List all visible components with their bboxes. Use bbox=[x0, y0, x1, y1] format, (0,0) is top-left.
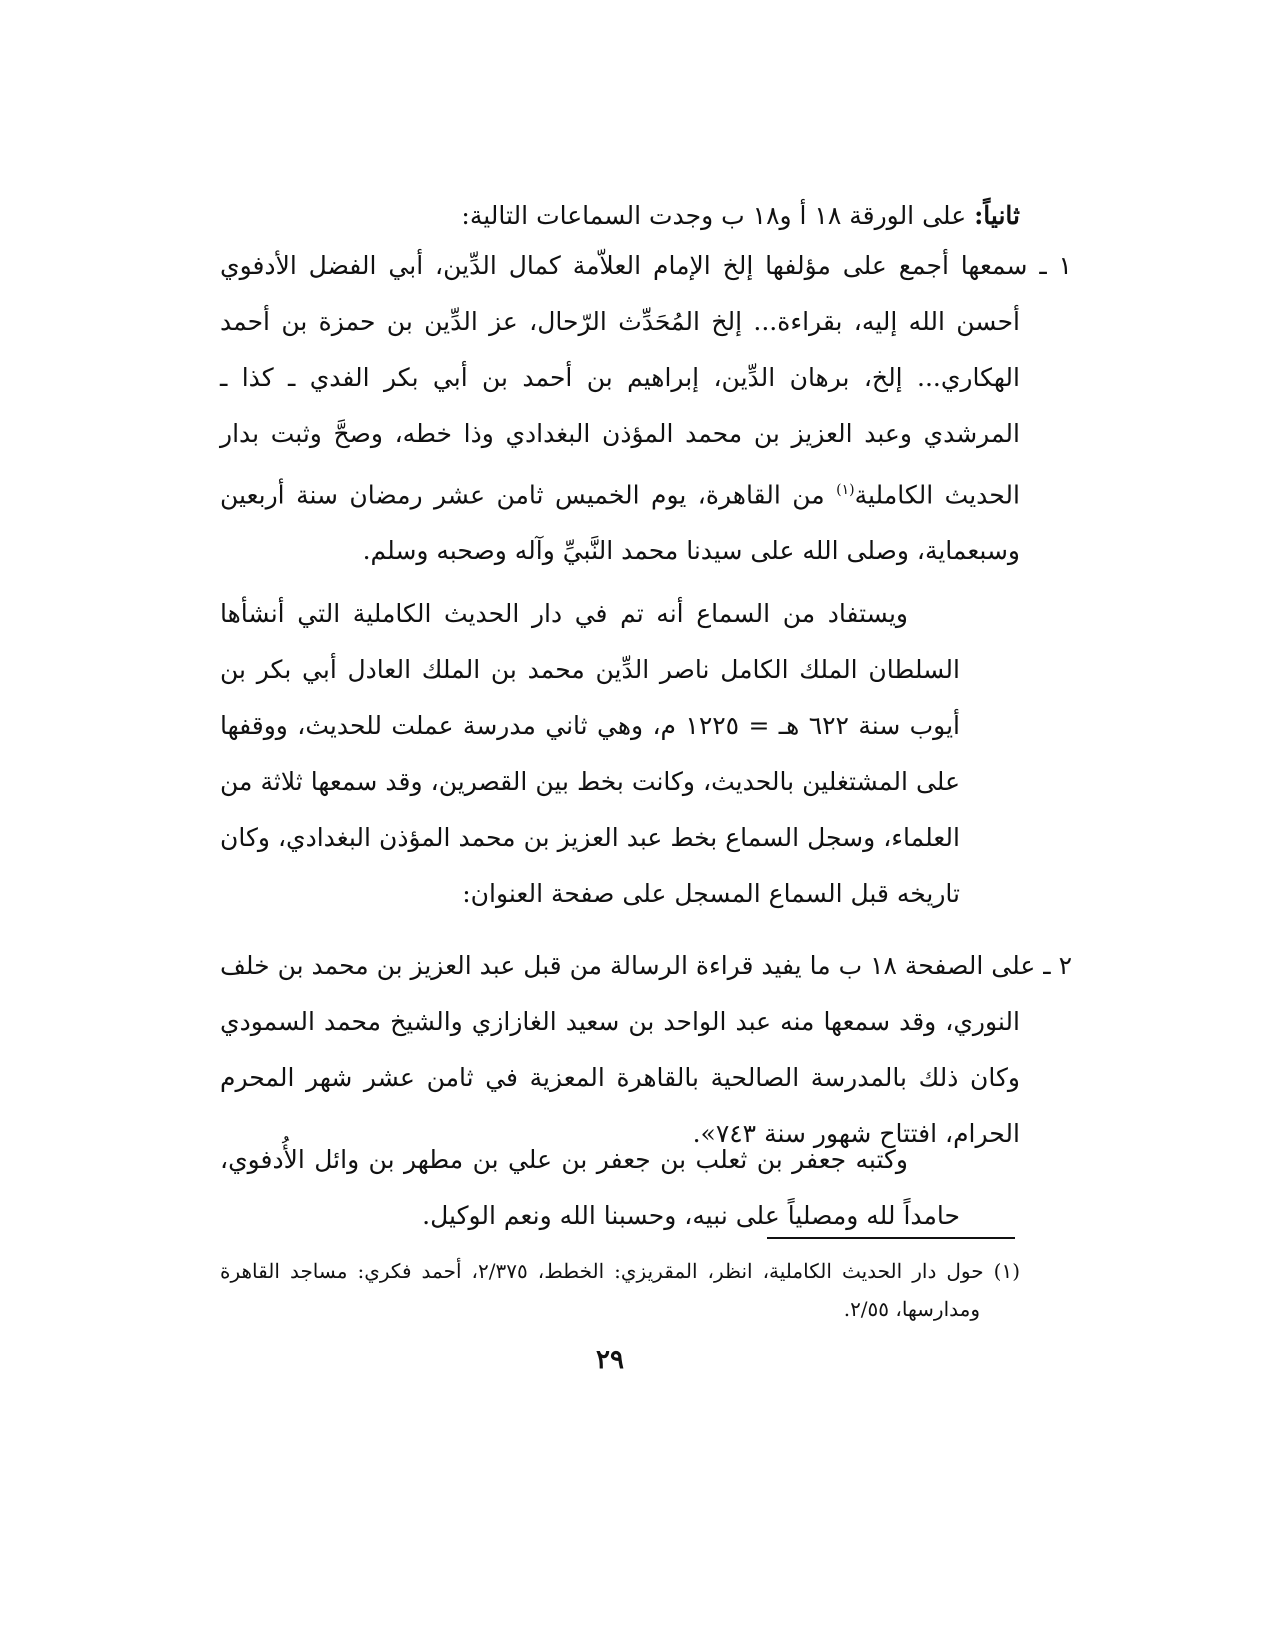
list-item-number: ٢ ـ bbox=[1043, 951, 1073, 980]
body-paragraph: وكتبه جعفر بن ثعلب بن جعفر بن علي بن مطهر بن وائل الأُدفوي، حامداً لله ومصلياً على نبيه، وحسبنا الله ونعم الوكيل. bbox=[220, 1145, 960, 1230]
list-item-text: على الصفحة ١٨ ب ما يفيد قراءة الرسالة من قبل عبد العزيز بن محمد بن خلف النوري، وقد سمعها منه عبد الواحد بن سعيد الغازازي والشيخ محمد السمودي وكان ذلك بالمدرسة الصالحية بالقاهرة المعزية في ثامن عشر شهر المحرم الحرام، افتتاح شهور سنة ٧٤٣». bbox=[220, 951, 1036, 1148]
list-item-number: ١ ـ bbox=[1039, 251, 1072, 280]
list-item bbox=[220, 238, 1072, 579]
footnote-separator bbox=[767, 1237, 1015, 1239]
list-item bbox=[220, 938, 1072, 1162]
page-number: ٢٩ bbox=[596, 1345, 624, 1375]
section-heading bbox=[220, 196, 1020, 236]
heading-lead: ثانياً: bbox=[974, 201, 1020, 230]
list-item-text-continued: من القاهرة، يوم الخميس ثامن عشر رمضان سنة أربعين وسبعماية، وصلى الله على سيدنا محمد النَّبيِّ وآله وصحبه وسلم. bbox=[220, 480, 1020, 566]
footnote: (١) حول دار الحديث الكاملية، انظر، المقريزي: الخطط، ٢/٣٧٥، أحمد فكري: مساجد القاهرة ومدارسها، ٢/٥٥. bbox=[220, 1259, 1020, 1321]
body-paragraph: ويستفاد من السماع أنه تم في دار الحديث الكاملية التي أنشأها السلطان الملك الكامل ناصر الدِّين محمد بن الملك العادل أبي بكر بن أيوب سنة ٦٢٢ هـ = ١٢٢٥ م، وهي ثاني مدرسة عملت للحديث، ووقفها على المشتغلين بالحديث، وكانت بخط بين القصرين، وقد سمعها ثلاثة من العلماء، وسجل السماع بخط عبد العزيز بن محمد المؤذن البغدادي، وكان تاريخه قبل السماع المسجل على صفحة العنوان: bbox=[220, 599, 960, 908]
list-item-text: سمعها أجمع على مؤلفها إلخ الإمام العلاّمة كمال الدِّين، أبي الفضل الأدفوي أحسن الله إليه، بقراءة... إلخ المُحَدِّث الرّحال، عز الدِّين بن حمزة بن أحمد الهكاري... إلخ، برهان الدِّين، إبراهيم بن أحمد بن أبي بكر الفدي ـ كذا ـ المرشدي وعبد العزيز بن محمد المؤذن البغدادي وذا خطه، وصحَّ وثبت بدار الحديث الكاملية bbox=[220, 251, 1028, 510]
heading-text: على الورقة ١٨ أ و١٨ ب وجدت السماعات التالية: bbox=[461, 201, 975, 230]
footnote-reference[interactable]: (١) bbox=[836, 482, 855, 498]
